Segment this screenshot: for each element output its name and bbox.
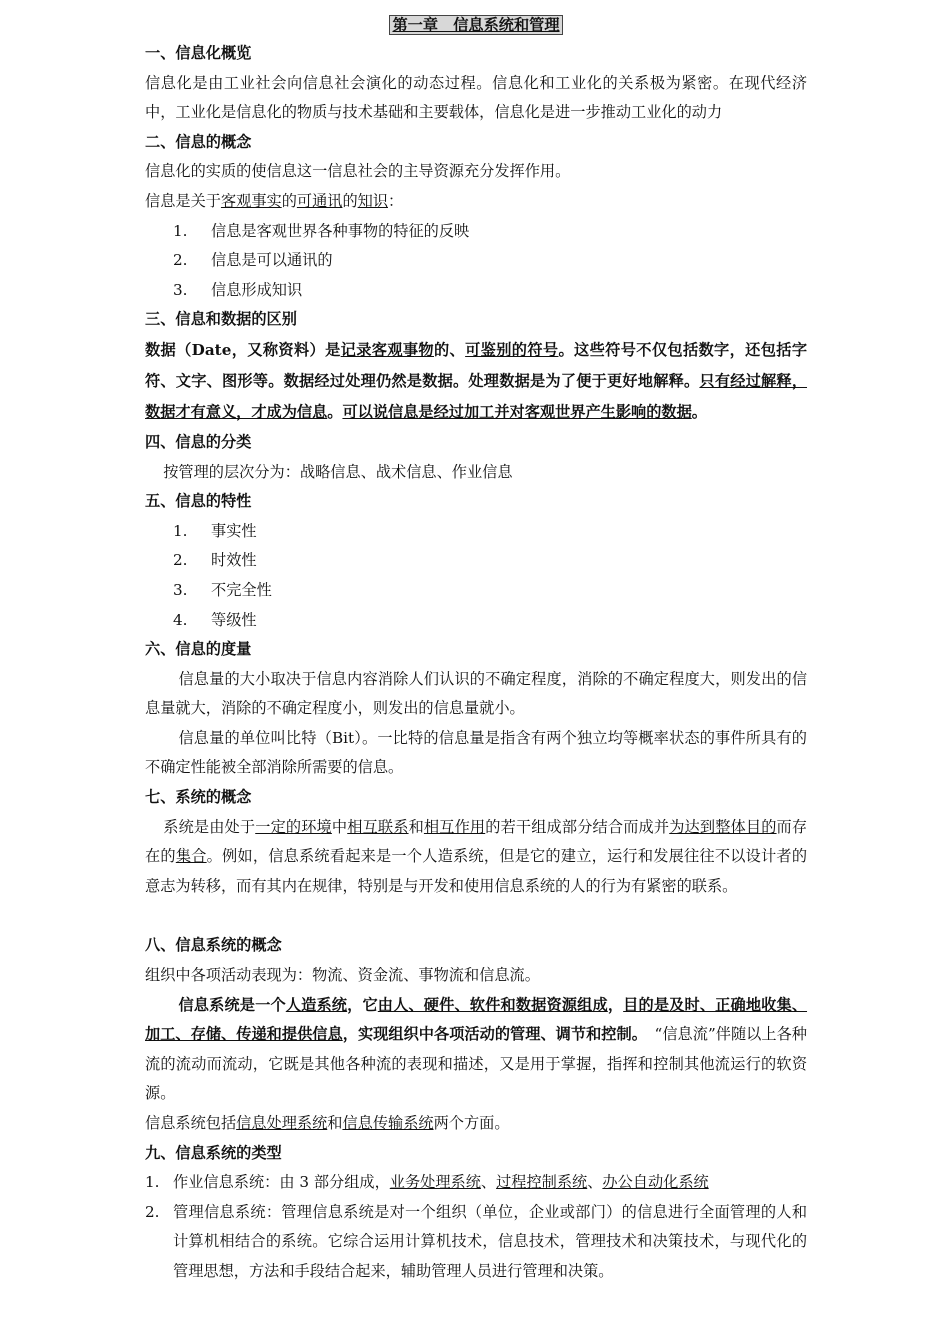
list-item-management-is: 2. 管理信息系统：管理信息系统是对一个组织（单位，企业或部门）的信息进行全面管理的人和计算机相结合的系统。它综合运用计算机技术，信息技术，管理技术和决策技术，与现代化的管理思想，方法和手段结合起来，辅助管理人员进行管理和决策。 — [145, 1202, 807, 1280]
section-heading-6: 六、信息的度量 — [145, 640, 252, 659]
paragraph-is-components: 信息系统包括信息处理系统和信息传输系统两个方面。 — [145, 1114, 510, 1132]
section-heading-9: 九、信息系统的类型 — [145, 1143, 282, 1162]
paragraph-data-vs-info: 数据（Date，又称资料）是记录客观事物的、可鉴别的符号。这些符号不仅包括数字，还包括字符、文字、图形等。数据经过处理仍然是数据。处理数据是为了便于更好地解释。只有经过解释，数据才有意义，才成为信息。可以说信息是经过加工并对客观世界产生影响的数据。 — [145, 340, 808, 421]
section-heading-1: 一、信息化概览 — [145, 44, 252, 62]
list-item-operational-is: 1. 作业信息系统：由 3 部分组成，业务处理系统、过程控制系统、办公自动化系统 — [145, 1173, 709, 1192]
section-heading-7: 七、系统的概念 — [145, 788, 252, 807]
list-item: 2. 信息是可以通讯的 — [173, 251, 333, 270]
list-item: 2. 时效性 — [173, 551, 257, 570]
paragraph-informatization: 信息化是由工业社会向信息社会演化的动态过程。信息化和工业化的关系极为紧密。在现代经济中，工业化是信息化的物质与技术基础和主要载体，信息化是进一步推动工业化的动力 — [145, 73, 807, 122]
paragraph-essence: 信息化的实质的使信息这一信息社会的主导资源充分发挥作用。 — [145, 162, 571, 181]
chapter-title: 第一章 信息系统和管理 — [145, 12, 807, 39]
section-heading-5: 五、信息的特性 — [145, 492, 252, 511]
section-heading-8: 八、信息系统的概念 — [145, 936, 282, 955]
paragraph-system-concept: 系统是由处于一定的环境中相互联系和相互作用的若干组成部分结合而成并为达到整体目的而存在的集合。例如，信息系统看起来是一个人造系统，但是它的建立，运行和发展往往不以设计者的意志为转移，而有其内在规律，特别是与开发和使用信息系统的人的行为有紧密的联系。 — [145, 817, 808, 895]
list-item: 1. 事实性 — [173, 521, 257, 540]
list-item: 4. 等级性 — [173, 610, 257, 629]
section-heading-2: 二、信息的概念 — [145, 132, 252, 151]
paragraph-activities: 组织中各项活动表现为：物流、资金流、事物流和信息流。 — [145, 966, 540, 985]
document-page — [145, 12, 807, 1287]
list-item: 1. 信息是客观世界各种事物的特征的反映 — [173, 221, 470, 240]
section-heading-4: 四、信息的分类 — [145, 432, 252, 451]
section-heading-3: 三、信息和数据的区别 — [145, 310, 297, 329]
paragraph-info-definition: 信息是关于客观事实的可通讯的知识： — [145, 191, 404, 210]
paragraph-classification: 按管理的层次分为：战略信息、战术信息、作业信息 — [163, 462, 513, 481]
blank-line — [145, 901, 807, 931]
paragraph-measure-1: 信息量的大小取决于信息内容消除人们认识的不确定程度，消除的不确定程度大，则发出的信息量就大，消除的不确定程度小，则发出的信息量就小。 — [145, 669, 807, 718]
list-item: 3. 信息形成知识 — [173, 280, 303, 299]
paragraph-is-definition: 信息系统是一个人造系统，它由人、硬件、软件和数据资源组成，目的是及时、正确地收集、加工、存储、传递和提供信息，实现组织中各项活动的管理、调节和控制。 “信息流”伴随以上各种流的流动而流动，它既是其他各种流的表现和描述，又是用于掌握，指挥和控制其他流运行的软资源。 — [145, 995, 808, 1103]
paragraph-measure-2: 信息量的单位叫比特（Bit）。一比特的信息量是指含有两个独立均等概率状态的事件所具有的不确定性能被全部消除所需要的信息。 — [145, 728, 807, 777]
list-item: 3. 不完全性 — [173, 580, 272, 599]
